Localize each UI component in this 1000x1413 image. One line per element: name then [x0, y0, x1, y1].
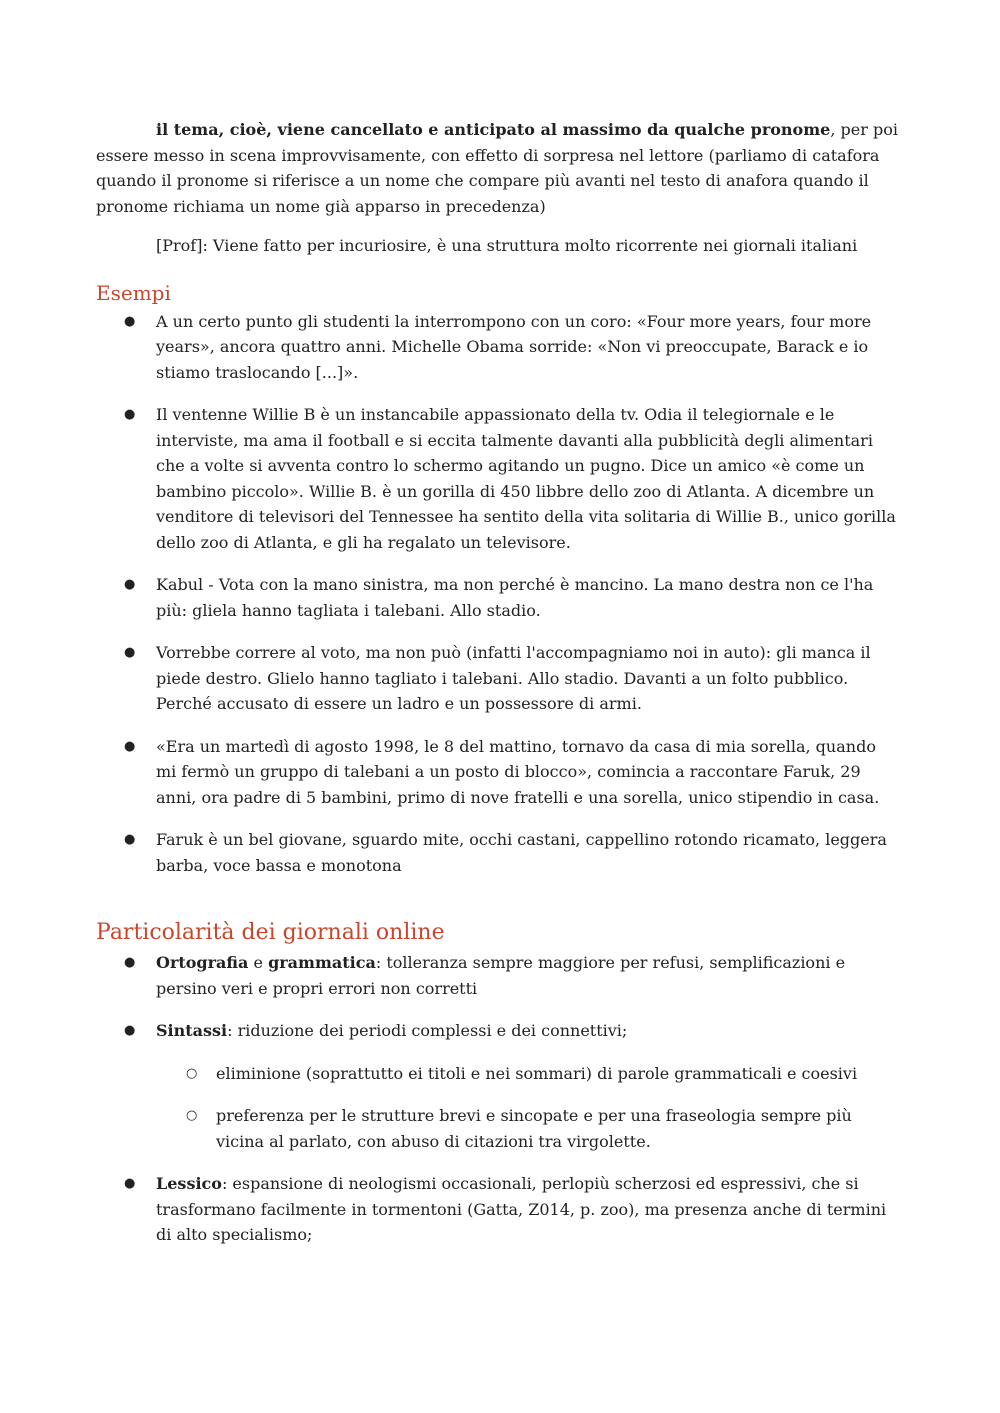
online-heading: Particolarità dei giornali online — [96, 920, 445, 945]
example-text: Vorrebbe correre al voto, ma non può (infatti l'accompagniamo noi in auto): gli manca il piede destro. Glielo hanno tagliato i talebani. Allo stadio. Davanti a un folto pubblico. Perché accusato di essere un ladro e un possessore di armi. — [156, 643, 871, 713]
sub-list-item — [156, 1061, 900, 1087]
term-grammatica: grammatica — [268, 953, 376, 972]
conjunction-text: e — [248, 953, 269, 972]
sub-item-text: preferenza per le strutture brevi e sincopate e per una fraseologia sempre più vicina al parlato, con abuso di citazioni tra virgolette. — [216, 1106, 852, 1151]
list-item — [96, 734, 900, 811]
examples-heading: Esempi — [96, 280, 171, 305]
list-item-sintassi — [96, 1018, 900, 1154]
intro-paragraph — [96, 117, 900, 219]
example-text: Il ventenne Willie B è un instancabile appassionato della tv. Odia il telegiornale e le interviste, ma ama il football e si eccita talmente davanti alla pubblicità degli alimentari che a volte si avventa contro lo schermo agitando un pugno. Dice un amico «è come un bambino piccolo». Willie B. è un gorilla di 450 libbre dello zoo di Atlanta. A dicembre un venditore di televisori del Tennessee ha sentito della vita solitaria di Willie B., unico gorilla dello zoo di Atlanta, e gli ha regalato un televisore. — [156, 405, 896, 552]
example-text: Kabul - Vota con la mano sinistra, ma non perché è mancino. La mano destra non ce l'ha più: gliela hanno tagliata i talebani. Allo stadio. — [156, 575, 874, 620]
sintassi-sub-list — [156, 1061, 900, 1155]
intro-text: , per poi essere messo in scena improvvisamente, con effetto di sorpresa nel lettore (parliamo di catafora quando il pronome si riferisce a un nome che compare più avanti nel testo di anafora quando il pronome richiama un nome già apparso in precedenza) — [96, 120, 898, 216]
term-ortografia: Ortografia — [156, 953, 249, 972]
lessico-text: : espansione di neologismi occasionali, perlopiù scherzosi ed espressivi, che si trasformano facilmente in tormentoni (Gatta, Z014, p. zoo), ma presenza anche di termini di alto specialismo; — [156, 1174, 887, 1244]
bullet-icon: ● — [124, 1023, 136, 1038]
list-item — [96, 309, 900, 386]
bullet-icon: ● — [124, 1176, 136, 1191]
sub-item-text: eliminione (soprattutto ei titoli e nei sommari) di parole grammaticali e coesivi — [216, 1063, 858, 1083]
list-item-lessico — [96, 1171, 900, 1248]
bullet-icon: ● — [124, 832, 136, 847]
list-item — [96, 572, 900, 623]
online-list — [96, 950, 900, 1248]
example-text: Faruk è un bel giovane, sguardo mite, occhi castani, cappellino rotondo ricamato, leggera barba, voce bassa e monotona — [156, 830, 887, 875]
example-text: A un certo punto gli studenti la interrompono con un coro: «Four more years, four more years», ancora quattro anni. Michelle Obama sorride: «Non vi preoccupate, Barack e io stiamo traslocando [...]». — [156, 311, 872, 382]
bullet-icon: ● — [124, 738, 136, 754]
sintassi-text: : riduzione dei periodi complessi e dei connettivi; — [227, 1021, 628, 1040]
bullet-icon: ● — [124, 955, 136, 970]
prof-note: [Prof]: Viene fatto per incuriosire, è una struttura molto ricorrente nei giornali italiani — [156, 236, 858, 255]
examples-list — [96, 309, 900, 879]
circle-bullet-icon: ○ — [186, 1065, 198, 1081]
term-sintassi: Sintassi — [156, 1021, 228, 1040]
example-text: «Era un martedì di agosto 1998, le 8 del mattino, tornavo da casa di mia sorella, quando mi fermò un gruppo di talebani a un posto di blocco», comincia a raccontare Faruk, 29 anni, ora padre di 5 bambini, primo di nove fratelli e una sorella, unico stipendio in casa. — [156, 736, 880, 807]
list-item-ortografia — [96, 950, 900, 1001]
list-item — [96, 402, 900, 555]
list-item — [96, 640, 900, 717]
intro-bold-text: il tema, cioè, viene cancellato e anticipato al massimo da qualche pronome — [156, 120, 831, 139]
ortografia-text: : tolleranza sempre maggiore per refusi, semplificazioni e persino veri e propri errori non corretti — [156, 953, 846, 998]
bullet-icon: ● — [124, 407, 136, 422]
sub-list-item — [156, 1103, 900, 1154]
bullet-icon: ● — [124, 577, 136, 592]
bullet-icon: ● — [124, 313, 136, 329]
circle-bullet-icon: ○ — [186, 1108, 198, 1123]
list-item — [96, 827, 900, 878]
bullet-icon: ● — [124, 645, 136, 660]
term-lessico: Lessico — [156, 1174, 222, 1193]
